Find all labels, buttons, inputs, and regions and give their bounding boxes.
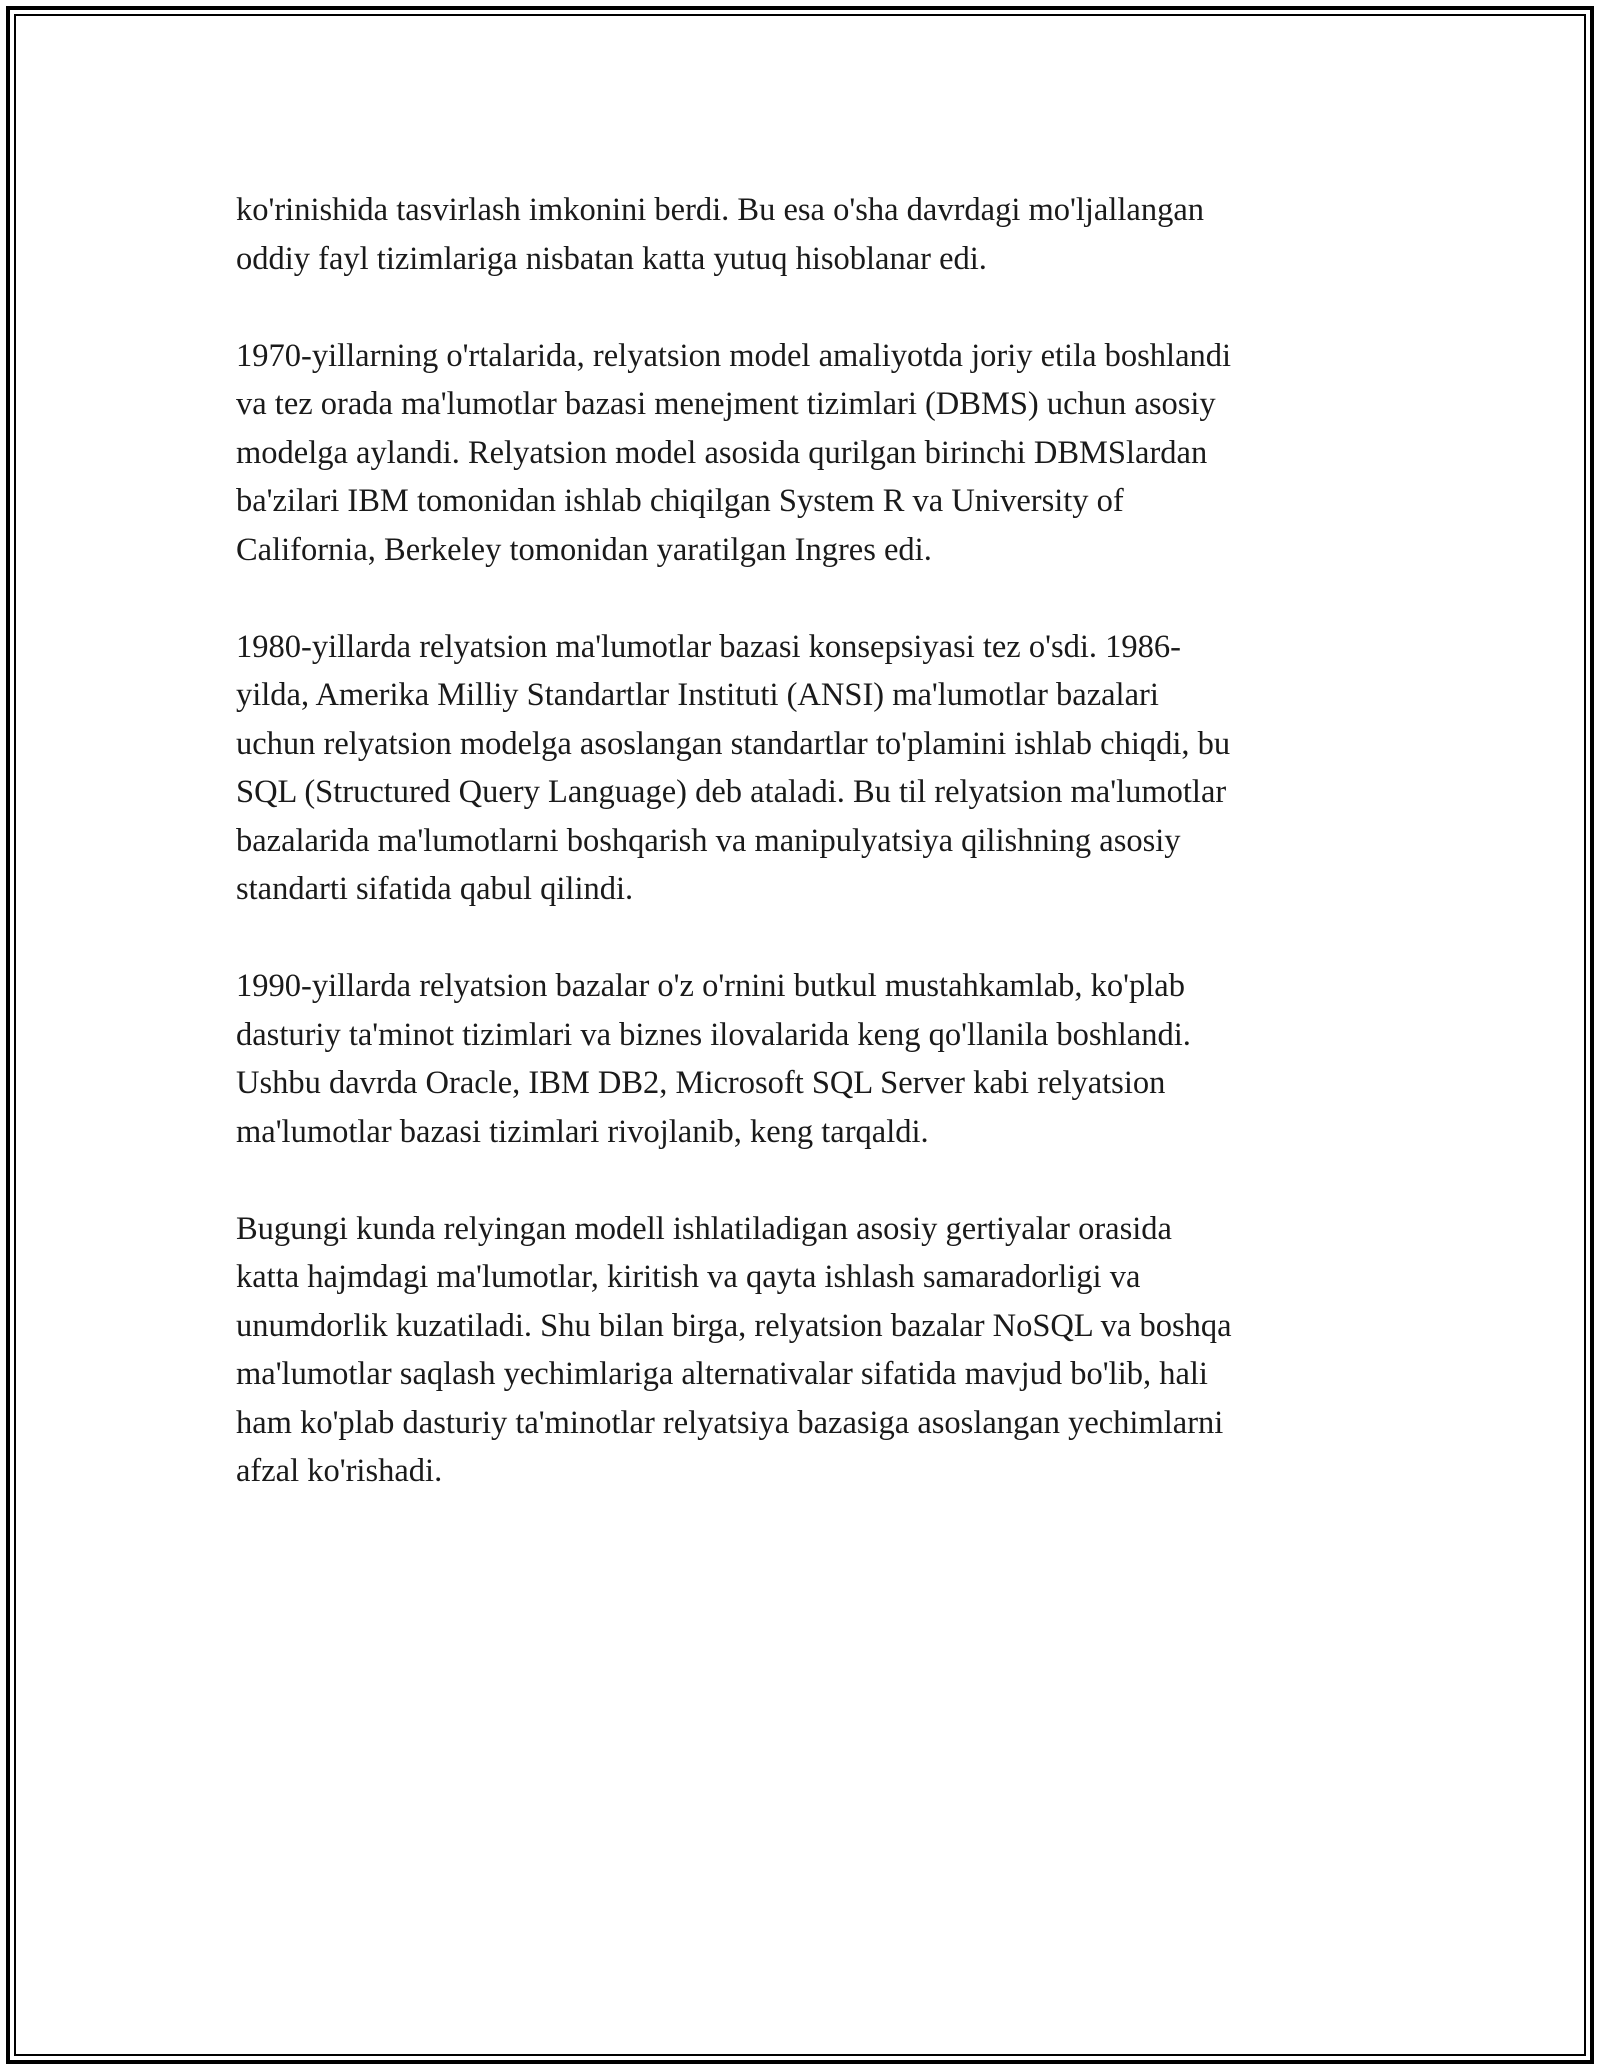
paragraph-2: 1970-yillarning o'rtalarida, relyatsion model amaliyotda joriy etila boshlandi va tez orada ma'lumotlar bazasi menejment tizimlari (DBMS) uchun asosiy modelga aylandi. Relyatsion model asosida qurilgan birinchi DBMSlardan ba'zilari IBM tomonidan ishlab chiqilgan System R va University of California, Berkeley tomonidan yaratilgan Ingres edi. xyxy=(236,337,1232,568)
document-body xyxy=(236,186,1386,1544)
paragraph-4: 1990-yillarda relyatsion bazalar o'z o'rnini butkul mustahkamlab, ko'plab dasturiy ta'minot tizimlari va biznes ilovalarida keng qo'llanila boshlandi. Ushbu davrda Oracle, IBM DB2, Microsoft SQL Server kabi relyatsion ma'lumotlar bazasi tizimlari rivojlanib, keng tarqaldi. xyxy=(236,968,1191,1150)
paragraph-3: 1980-yillarda relyatsion ma'lumotlar bazasi konsepsiyasi tez o'sdi. 1986- yilda, Amerika Milliy Standartlar Instituti (ANSI) ma'lumotlar bazalari uchun relyatsion modelga asoslangan standartlar to'plamini ishlab chiqdi, bu SQL (Structured Query Language) deb ataladi. Bu til relyatsion ma'lumotlar bazalarida ma'lumotlarni boshqarish va manipulyatsiya qilishning asosiy standarti sifatida qabul qilindi. xyxy=(236,628,1231,907)
paragraph-1: ko'rinishida tasvirlash imkonini berdi. Bu esa o'sha davrdagi mo'ljallangan oddiy fayl tizimlariga nisbatan katta yutuq hisoblanar edi. xyxy=(236,192,1205,277)
paragraph-5: Bugungi kunda relyingan modell ishlatiladigan asosiy gertiyalar orasida katta hajmdagi ma'lumotlar, kiritish va qayta ishlash samaradorligi va unumdorlik kuzatiladi. Shu bilan birga, relyatsion bazalar NoSQL va boshqa ma'lumotlar saqlash yechimlariga alternativalar sifatida mavjud bo'lib, hali ham ko'plab dasturiy ta'minotlar relyatsiya bazasiga asoslangan yechimlarni afzal ko'rishadi. xyxy=(236,1210,1232,1489)
